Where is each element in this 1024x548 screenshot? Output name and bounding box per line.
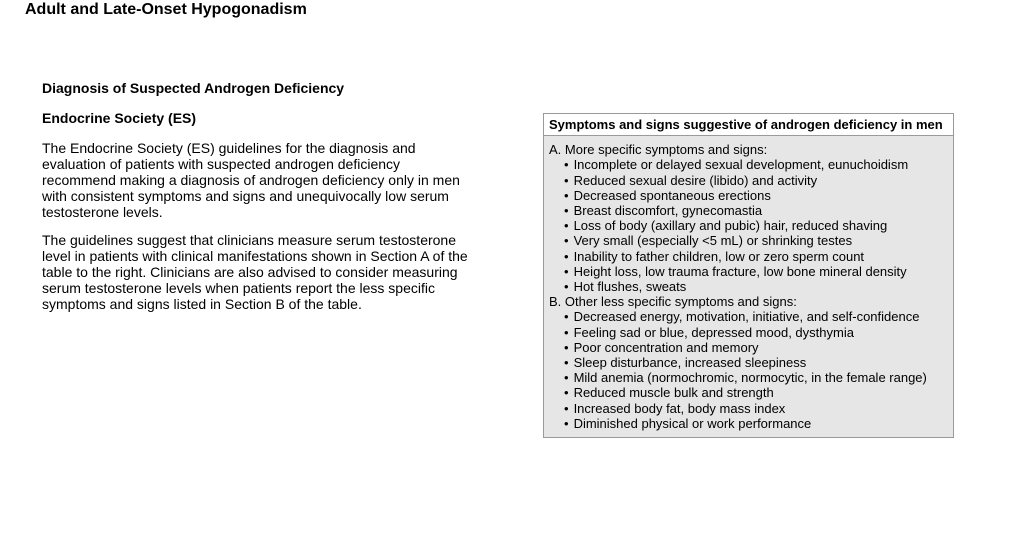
group-b-list: [549, 309, 948, 431]
paragraph: The guidelines suggest that clinicians measure serum testosterone level in patients with clinical manifestations shown in Section A of the table to the right. Clinicians are also advised to consider measuring serum testosterone levels when patients report the less specific symptoms and signs listed in Section B of the table.: [42, 232, 468, 312]
list-item: • Very small (especially <5 mL) or shrinking testes: [564, 233, 948, 248]
list-item: • Increased body fat, body mass index: [564, 401, 948, 416]
list-item: • Loss of body (axillary and pubic) hair, reduced shaving: [564, 218, 948, 233]
main-content: [42, 80, 472, 324]
list-item: • Reduced sexual desire (libido) and activity: [564, 173, 948, 188]
organization-heading: Endocrine Society (ES): [42, 110, 197, 126]
list-item: • Incomplete or delayed sexual development, eunuchoidism: [564, 157, 948, 172]
page-title: Adult and Late-Onset Hypogonadism: [25, 1, 307, 18]
group-title-b: B. Other less specific symptoms and signs:: [549, 294, 797, 310]
table-header: Symptoms and signs suggestive of androgen deficiency in men: [544, 114, 953, 136]
group-a-list: [549, 157, 948, 294]
table-body: [544, 136, 953, 437]
list-item: • Hot flushes, sweats: [564, 279, 948, 294]
list-item: • Inability to father children, low or zero sperm count: [564, 249, 948, 264]
list-item: • Reduced muscle bulk and strength: [564, 385, 948, 400]
list-item: • Mild anemia (normochromic, normocytic, in the female range): [564, 370, 948, 385]
list-item: • Breast discomfort, gynecomastia: [564, 203, 948, 218]
list-item: • Diminished physical or work performance: [564, 416, 948, 431]
list-item: • Height loss, low trauma fracture, low bone mineral density: [564, 264, 948, 279]
section-heading: Diagnosis of Suspected Androgen Deficiency: [42, 80, 345, 96]
list-item: • Decreased spontaneous erections: [564, 188, 948, 203]
paragraph: The Endocrine Society (ES) guidelines for the diagnosis and evaluation of patients with suspected androgen deficiency recommend making a diagnosis of androgen deficiency only in men with consistent symptoms and signs and unequivocally low serum testosterone levels.: [42, 140, 460, 220]
list-item: • Decreased energy, motivation, initiative, and self-confidence: [564, 309, 948, 324]
list-item: • Feeling sad or blue, depressed mood, dysthymia: [564, 325, 948, 340]
list-item: • Poor concentration and memory: [564, 340, 948, 355]
symptoms-table: [543, 113, 954, 438]
group-title-a: A. More specific symptoms and signs:: [549, 142, 768, 158]
list-item: • Sleep disturbance, increased sleepiness: [564, 355, 948, 370]
